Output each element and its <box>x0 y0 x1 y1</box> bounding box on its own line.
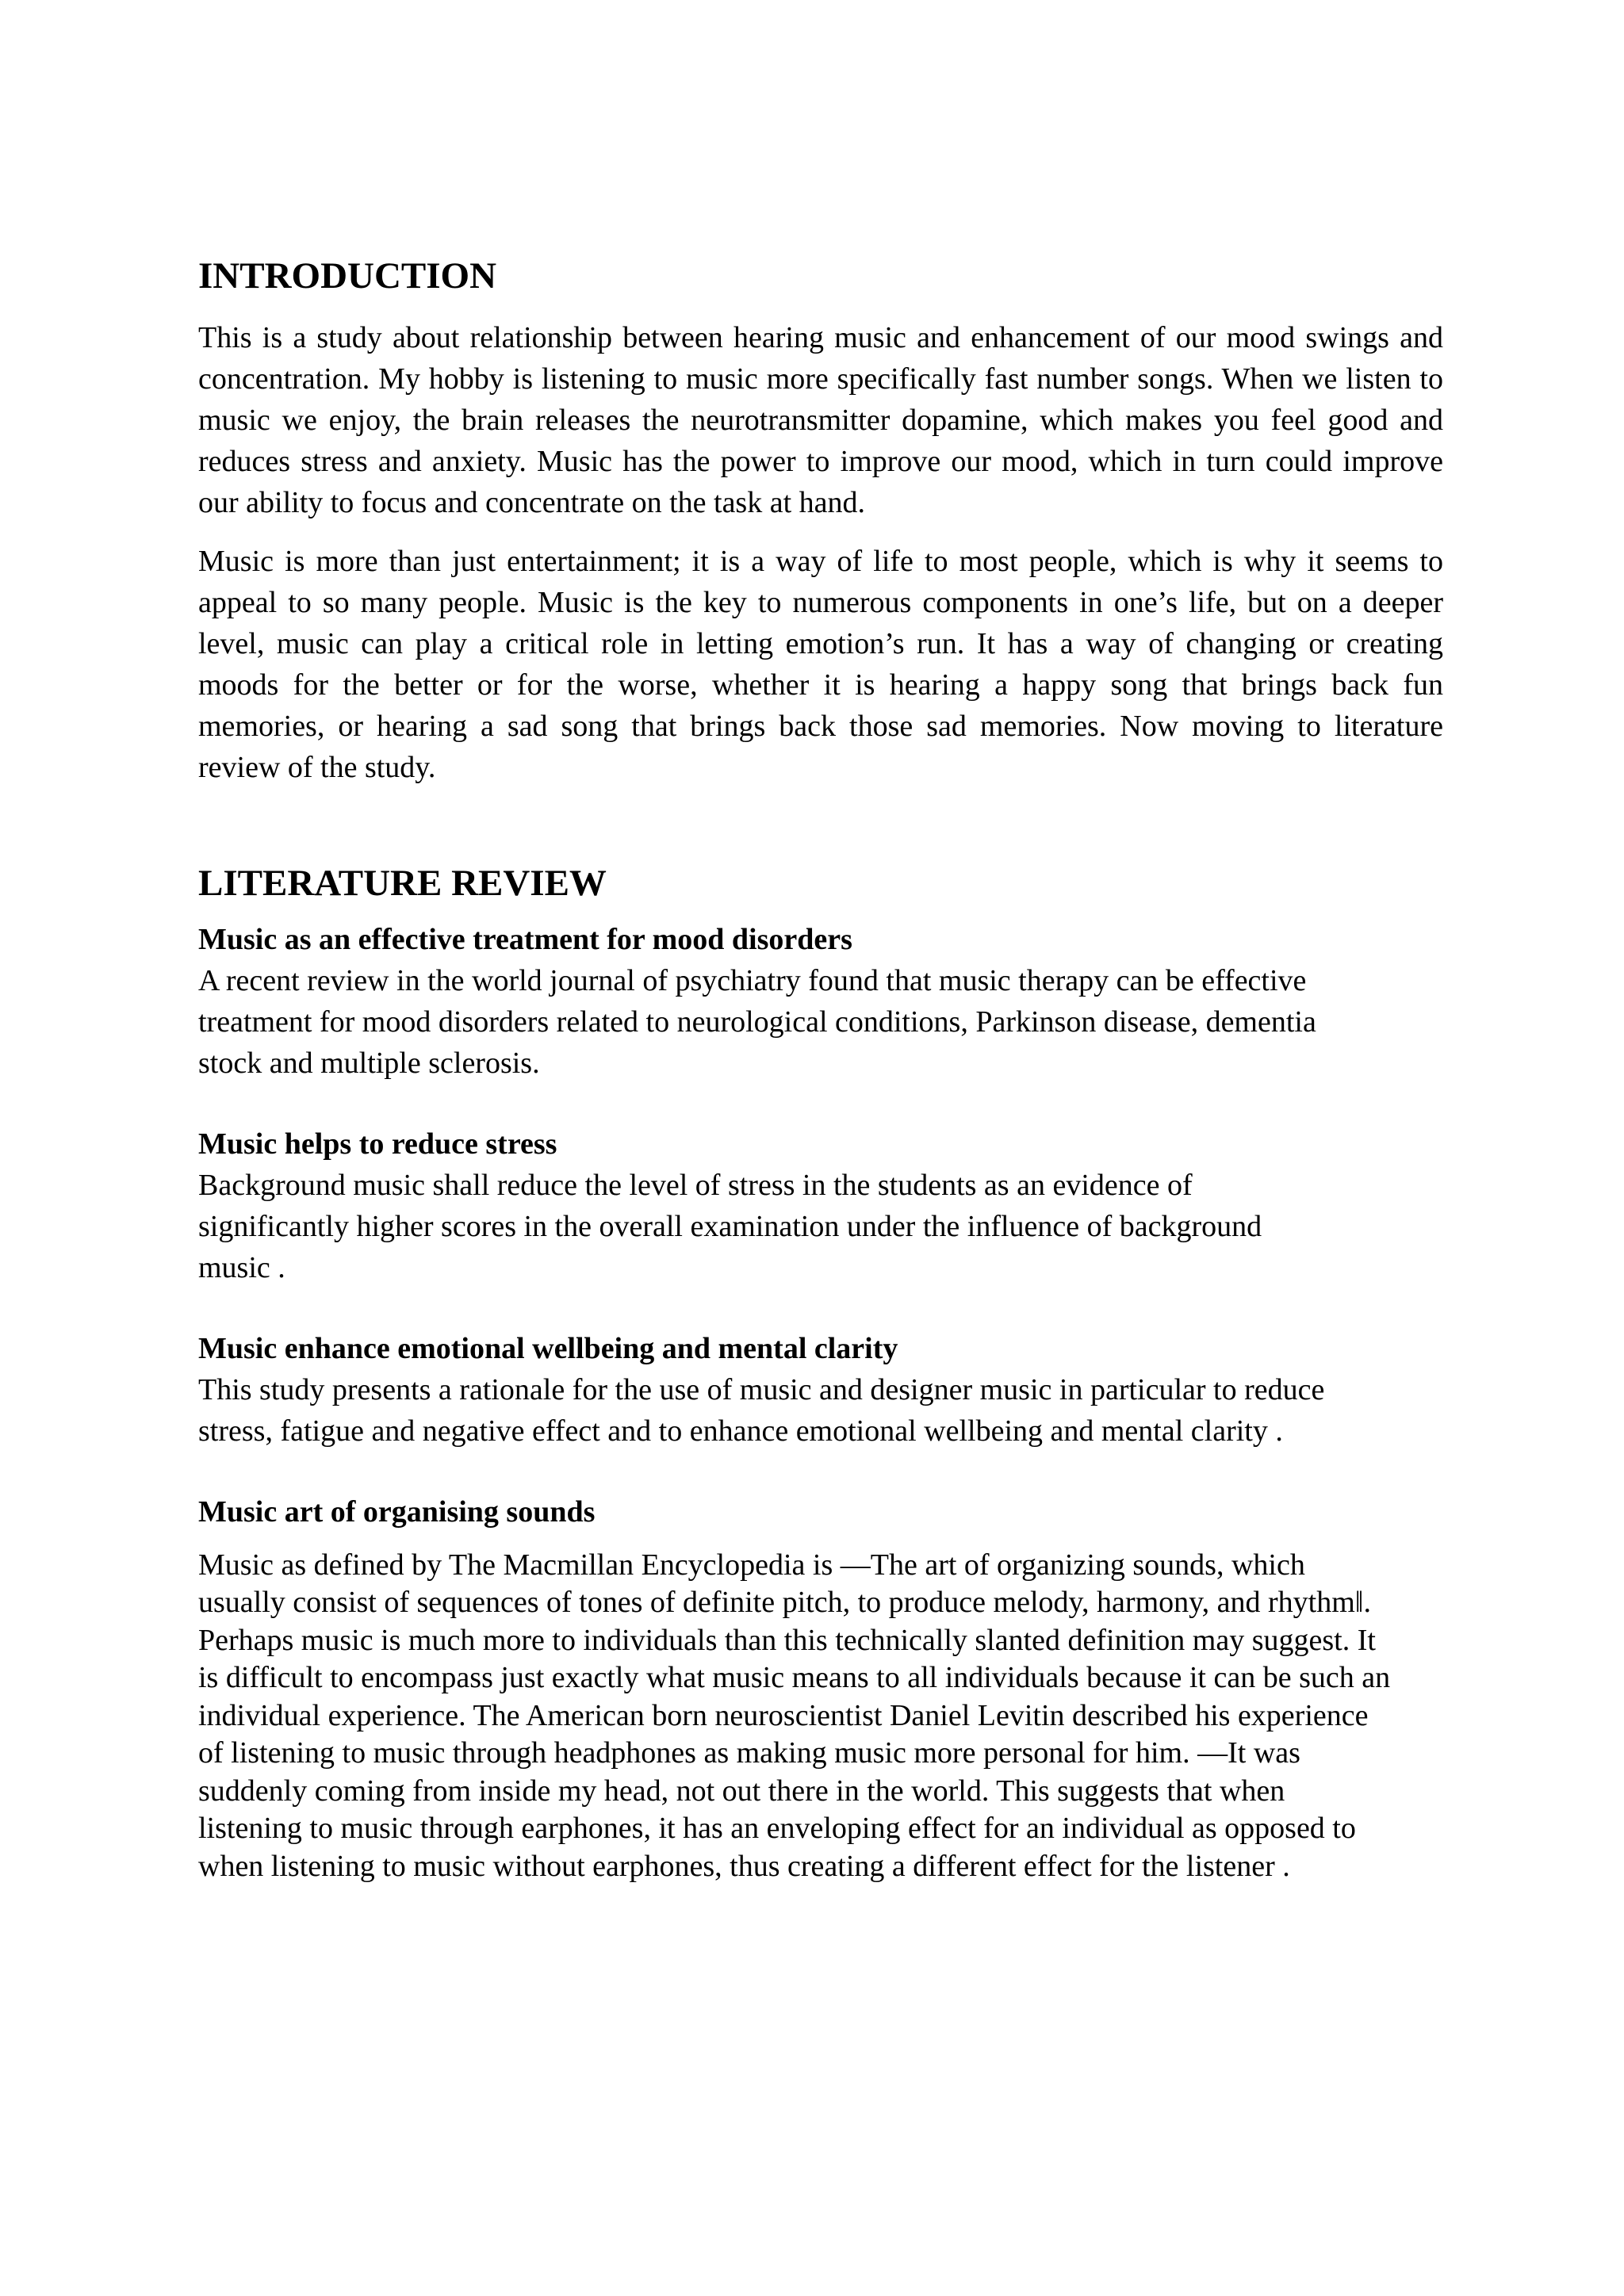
section-title: Music helps to reduce stress <box>198 1127 557 1161</box>
review-section-emotional-wellbeing <box>198 1328 1443 1452</box>
section-title: Music as an effective treatment for mood disorders <box>198 922 852 956</box>
section-body: This study presents a rationale for the use of music and designer music in particular to reduce stress, fatigue and negative effect and to enhance emotional wellbeing and mental clarity . <box>198 1372 1325 1448</box>
review-section-reduce-stress <box>198 1123 1443 1288</box>
section-body: Background music shall reduce the level of stress in the students as an evidence of significantly higher scores in the overall examination under the influence of background music . <box>198 1168 1262 1284</box>
section-title: Music art of organising sounds <box>198 1494 596 1529</box>
document-page <box>198 254 1443 1925</box>
review-section-mood-disorders <box>198 919 1443 1084</box>
introduction-paragraph: This is a study about relationship between hearing music and enhancement of our mood swings and concentration. My hobby is listening to music more specifically fast number songs. When we listen to music we enjoy, the brain releases the neurotransmitter dopamine, which makes you feel good and reduces stress and anxiety. Music has the power to improve our mood, which in turn could improve our ability to focus and concentrate on the task at hand. <box>198 321 1443 520</box>
section-body: Music as defined by The Macmillan Encyclopedia is ―The art of organizing sounds, which usually consist of sequences of tones of definite pitch, to produce melody, harmony, and rhythm‖. Perhaps music is much more to individuals than this technically slanted definition may suggest. It is difficult to encompass just exactly what music means to all individuals because it can be such an individual experience. The American born neuroscientist Daniel Levitin described his experience of listening to music through headphones as making music more personal for him. ―It was suddenly coming from inside my head, not out there in the world. This suggests that when listening to music through earphones, it has an enveloping effect for an individual as opposed to when listening to music without earphones, thus creating a different effect for the listener . <box>198 1548 1391 1883</box>
review-section-organising-sounds <box>198 1491 1443 1886</box>
introduction-heading: INTRODUCTION <box>198 255 497 297</box>
section-title: Music enhance emotional wellbeing and mental clarity <box>198 1331 898 1365</box>
section-body: A recent review in the world journal of psychiatry found that music therapy can be effective treatment for mood disorders related to neurological conditions, Parkinson disease, dementia stock and multiple sclerosis. <box>198 963 1316 1080</box>
literature-review-heading: LITERATURE REVIEW <box>198 863 607 905</box>
introduction-paragraph: Music is more than just entertainment; it is a way of life to most people, which is why it seems to appeal to so many people. Music is the key to numerous components in one’s life, but on a deeper level, music can play a critical role in letting emotion’s run. It has a way of changing or creating moods for the better or for the worse, whether it is hearing a happy song that brings back fun memories, or hearing a sad song that brings back those sad memories. Now moving to literature review of the study. <box>198 545 1443 785</box>
